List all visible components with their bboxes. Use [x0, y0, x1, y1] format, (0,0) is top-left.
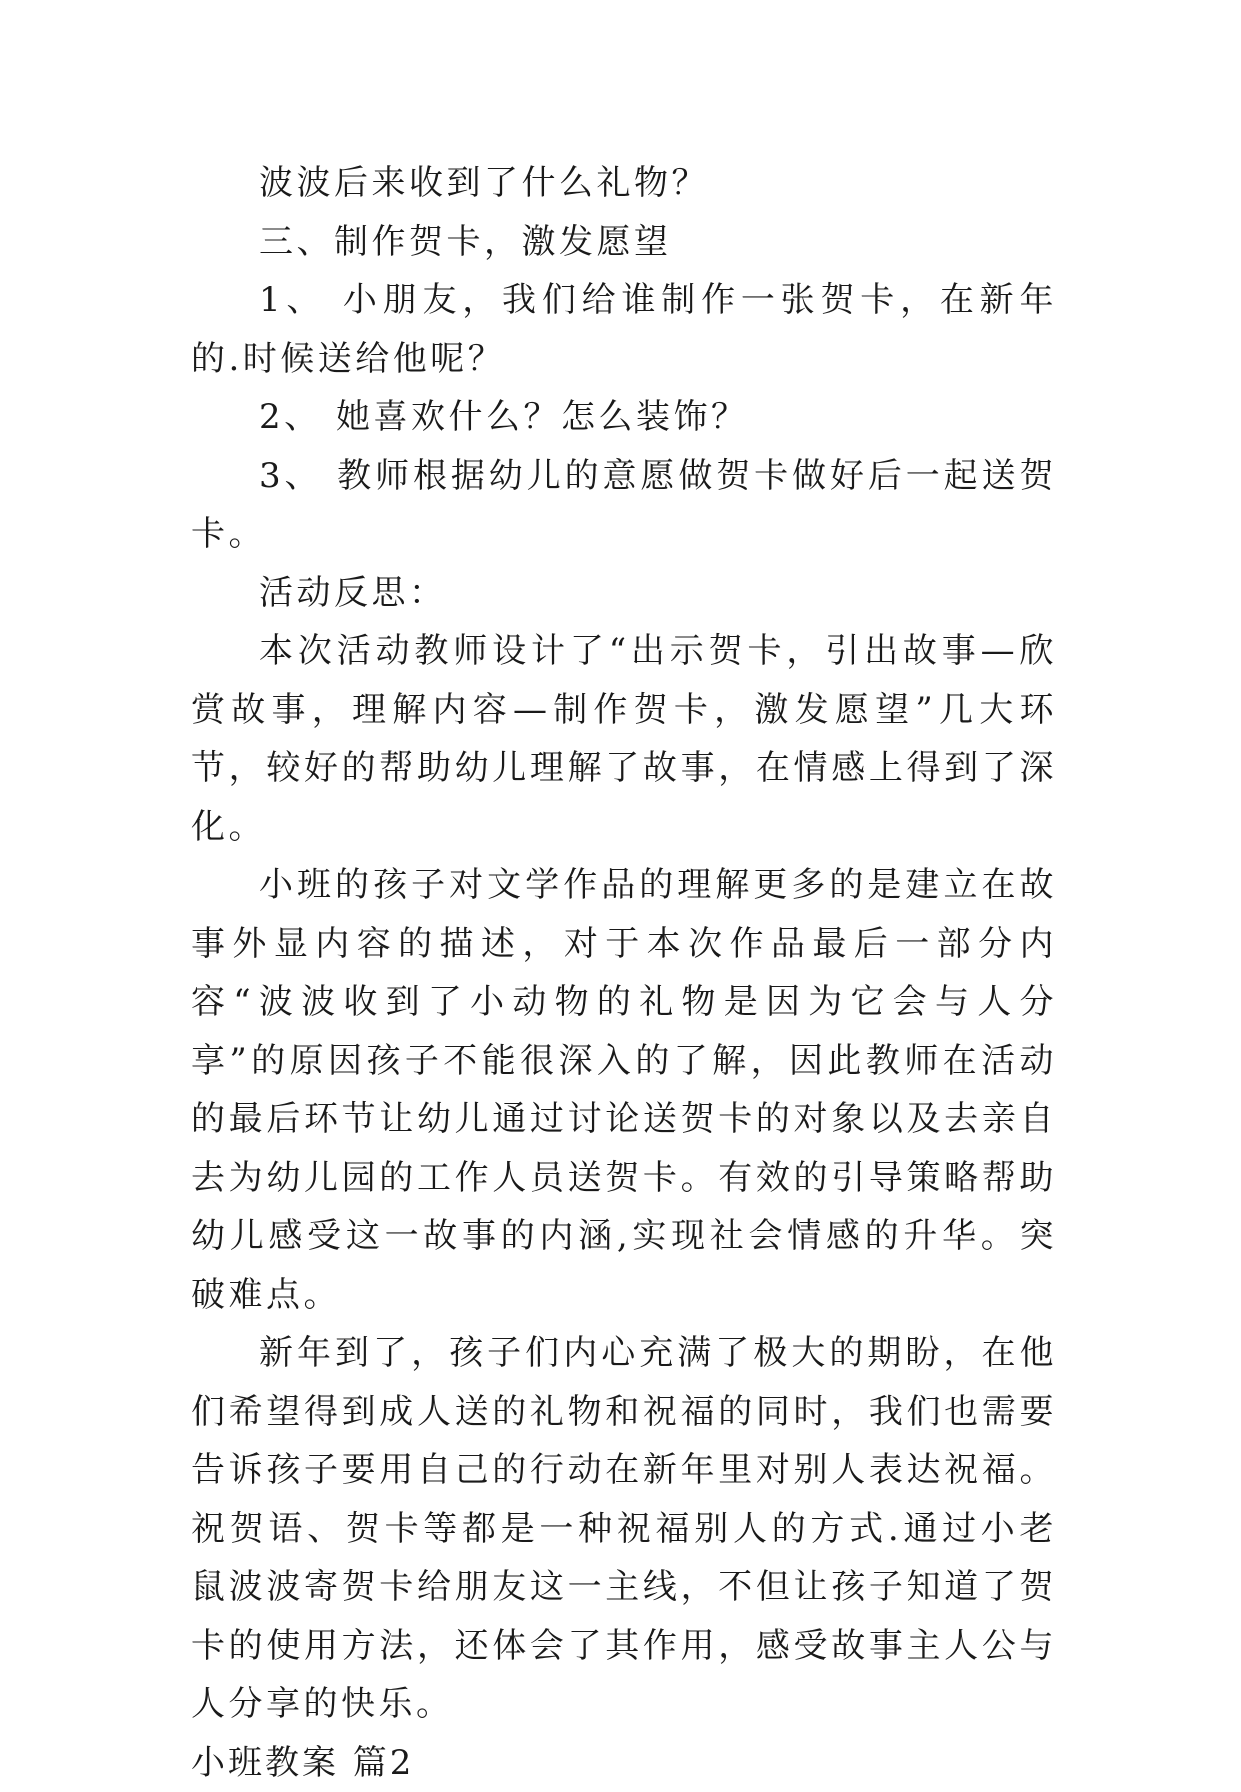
paragraph-step-2: 2、 她喜欢什么？怎么装饰？ [191, 388, 1057, 447]
paragraph-reflection-title: 活动反思： [191, 564, 1057, 623]
section-heading: 小班教案 篇2 [191, 1734, 1057, 1792]
paragraph-section-three: 三、制作贺卡，激发愿望 [191, 213, 1057, 272]
paragraph-reflection-2: 小班的孩子对文学作品的理解更多的是建立在故事外显内容的描述，对于本次作品最后一部分内容“波波收到了小动物的礼物是因为它会与人分享”的原因孩子不能很深入的了解，因此教师在活动的最后环节让幼儿通过讨论送贺卡的对象以及去亲自去为幼儿园的工作人员送贺卡。有效的引导策略帮助幼儿感受这一故事的内涵,实现社会情感的升华。突破难点。 [191, 856, 1057, 1324]
document-body [191, 154, 1057, 1792]
paragraph-question: 波波后来收到了什么礼物？ [191, 154, 1057, 213]
paragraph-reflection-1: 本次活动教师设计了“出示贺卡，引出故事—欣赏故事，理解内容—制作贺卡，激发愿望”几大环节，较好的帮助幼儿理解了故事，在情感上得到了深化。 [191, 622, 1057, 856]
paragraph-reflection-3: 新年到了，孩子们内心充满了极大的期盼，在他们希望得到成人送的礼物和祝福的同时，我们也需要告诉孩子要用自己的行动在新年里对别人表达祝福。祝贺语、贺卡等都是一种祝福别人的方式.通过小老鼠波波寄贺卡给朋友这一主线，不但让孩子知道了贺卡的使用方法，还体会了其作用，感受故事主人公与人分享的快乐。 [191, 1324, 1057, 1734]
paragraph-step-1: 1、 小朋友，我们给谁制作一张贺卡，在新年的.时候送给他呢？ [191, 271, 1057, 388]
paragraph-step-3: 3、 教师根据幼儿的意愿做贺卡做好后一起送贺卡。 [191, 447, 1057, 564]
